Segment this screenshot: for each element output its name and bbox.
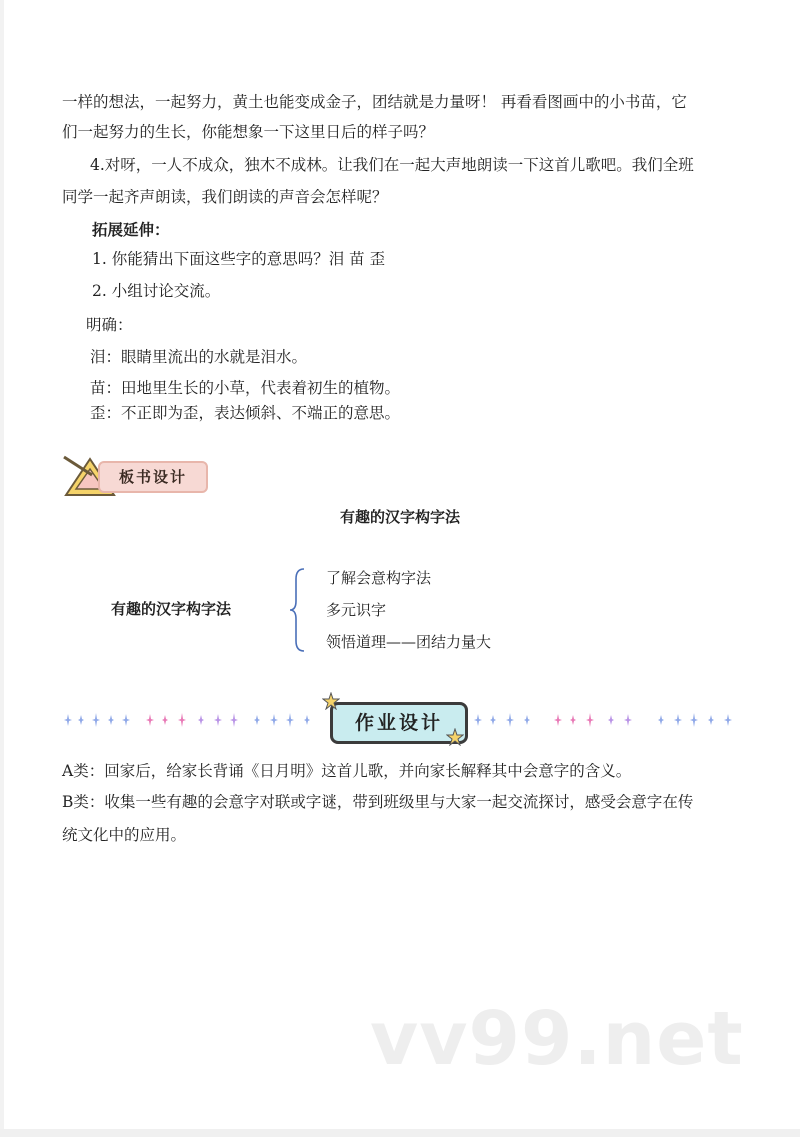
board-design-banner [62, 455, 208, 495]
diagram-branch: 多元识字 [326, 601, 387, 619]
diagram-branch: 了解会意构字法 [326, 569, 432, 587]
definition: 苗：田地里生长的小草，代表着初生的植物。 [90, 379, 401, 397]
paragraph-line: 一样的想法，一起努力，黄土也能变成金子，团结就是力量呀！ 再看看图画中的小书苗，它 [62, 93, 687, 111]
brace-icon [288, 567, 308, 653]
homework-a: A类：回家后，给家长背诵《日月明》这首儿歌，并向家长解释其中会意字的含义。 [62, 762, 632, 780]
paragraph-line: 4.对呀，一人不成众，独木不成林。让我们在一起大声地朗读一下这首儿歌吧。我们全班 [90, 156, 694, 174]
homework-divider [58, 692, 738, 748]
homework-banner-label: 作业设计 [330, 702, 468, 744]
watermark: vv99.net [370, 996, 744, 1082]
clarify-label: 明确： [86, 316, 133, 334]
sparkle-row-icon [468, 710, 738, 730]
page-edge-bottom [0, 1129, 800, 1137]
definition: 泪：眼睛里流出的水就是泪水。 [90, 348, 308, 366]
diagram-branch: 领悟道理——团结力量大 [326, 633, 492, 651]
paragraph-line: 们一起努力的生长，你能想象一下这里日后的样子吗？ [62, 123, 435, 141]
page-edge [0, 0, 4, 1137]
homework-b: 统文化中的应用。 [62, 826, 187, 844]
definition: 歪：不正即为歪，表达倾斜、不端正的意思。 [90, 404, 401, 422]
extension-heading: 拓展延伸： [92, 221, 170, 239]
sparkle-row-icon [58, 710, 328, 730]
star-icon [446, 728, 464, 746]
board-banner-label: 板书设计 [98, 461, 208, 493]
extension-item: 1. 你能猜出下面这些字的意思吗？泪 苗 歪 [92, 250, 386, 268]
board-title: 有趣的汉字构字法 [339, 508, 460, 526]
star-icon [322, 692, 340, 710]
extension-item: 2. 小组讨论交流。 [92, 282, 221, 300]
homework-b: B类：收集一些有趣的会意字对联或字谜，带到班级里与大家一起交流探讨，感受会意字在传 [62, 793, 694, 811]
diagram-root: 有趣的汉字构字法 [111, 600, 232, 618]
paragraph-line: 同学一起齐声朗读，我们朗读的声音会怎样呢？ [62, 188, 388, 206]
